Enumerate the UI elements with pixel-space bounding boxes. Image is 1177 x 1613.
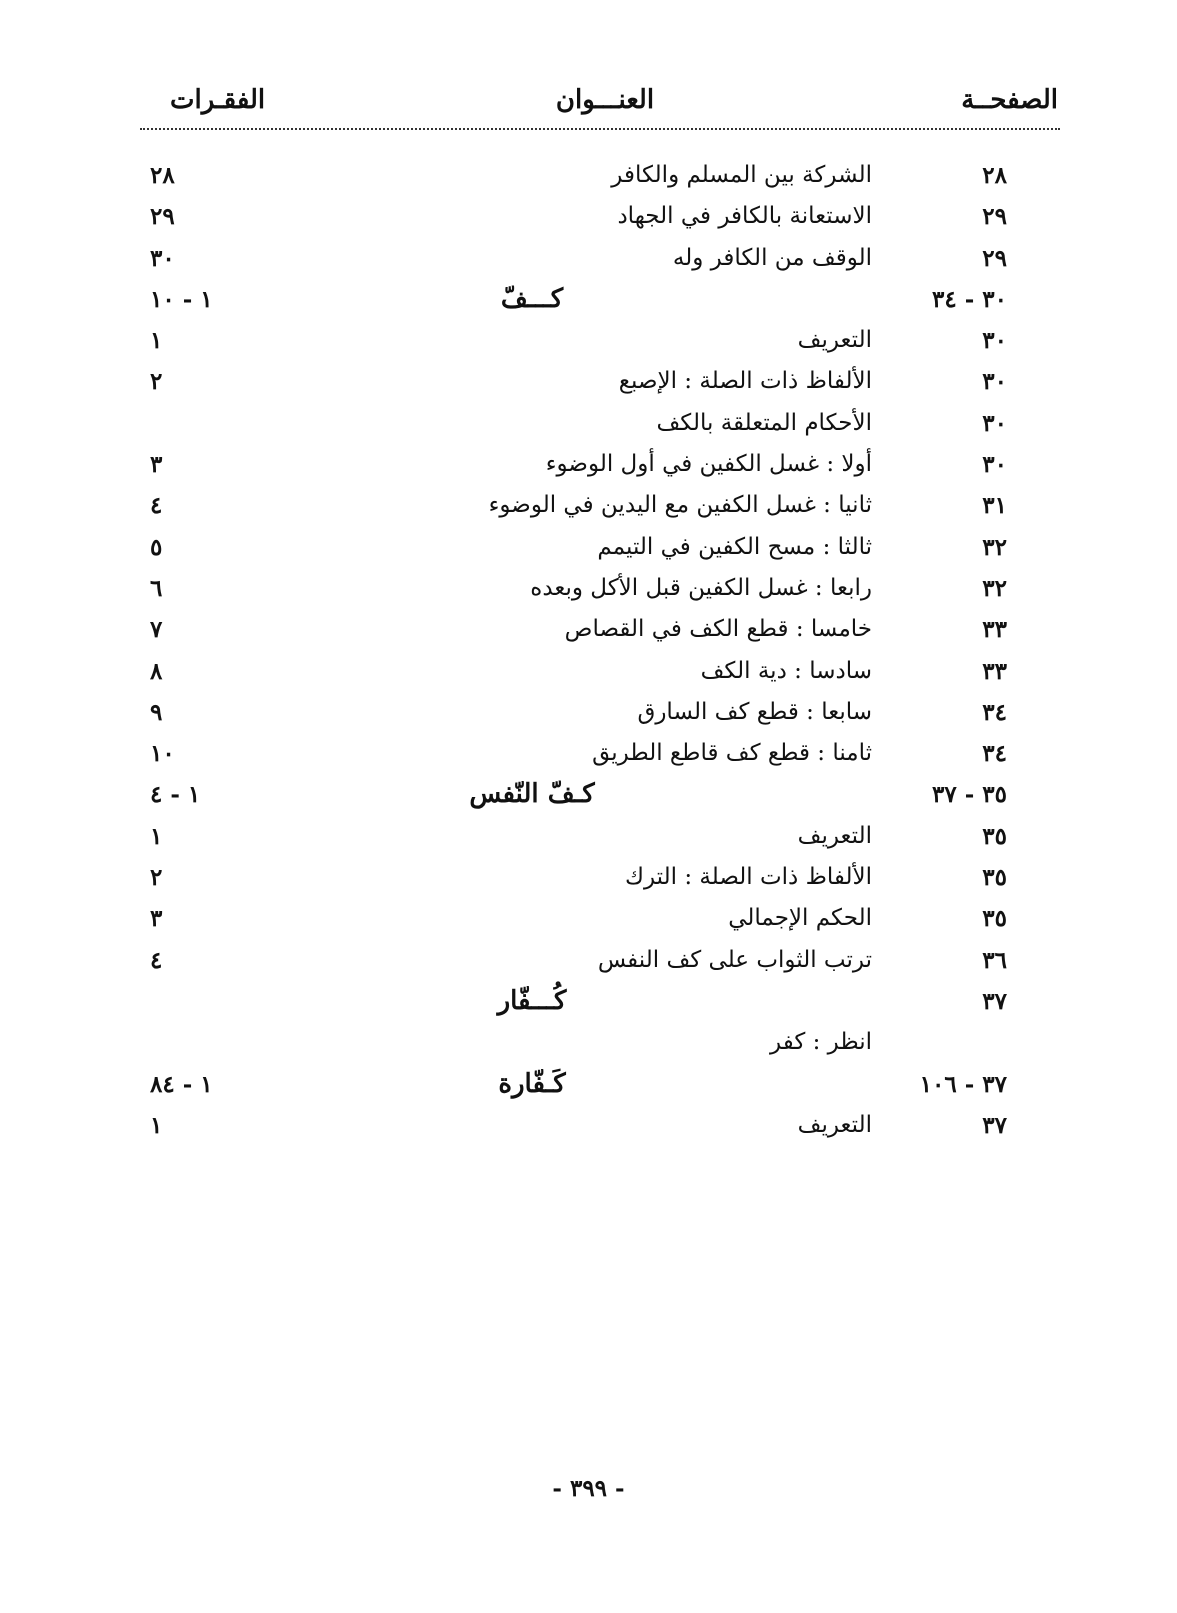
- entry-paragraphs: ٣٠: [150, 244, 175, 272]
- entry-page: ٣٥: [982, 864, 1007, 892]
- entry-title: الشركة بين المسلم والكافر: [611, 162, 872, 188]
- entry-title: الحكم الإجمالي: [728, 905, 872, 932]
- entry-heading: كـفّ النّفس: [469, 779, 595, 810]
- index-row: [0, 320, 1177, 361]
- index-row: [0, 361, 1177, 402]
- index-row: [0, 981, 1177, 1022]
- index-row: [0, 898, 1177, 939]
- entry-page: ٣٣: [982, 657, 1007, 685]
- entry-page: ٢٩: [982, 203, 1007, 231]
- index-row: [0, 485, 1177, 526]
- entry-title: التعريف: [797, 822, 872, 849]
- entry-heading: كُـــفّار: [497, 985, 567, 1016]
- entry-page: ٣٢: [982, 533, 1007, 561]
- entry-title: الأحكام المتعلقة بالكف: [656, 409, 872, 436]
- index-row: [0, 238, 1177, 279]
- entry-title: خامسا : قطع الكف في القصاص: [564, 616, 872, 643]
- entry-page: ٣٥: [982, 822, 1007, 850]
- entry-paragraphs: ١٠: [150, 740, 175, 768]
- entry-title: ثالثا : مسح الكفين في التيمم: [597, 533, 872, 560]
- entry-paragraphs: ٣: [150, 905, 163, 933]
- entry-page: ٢٩: [982, 244, 1007, 272]
- entry-paragraphs: ٧: [150, 616, 163, 644]
- entry-title: سادسا : دية الكف: [700, 657, 872, 684]
- index-row: [0, 774, 1177, 815]
- entry-page: ٣٤: [982, 740, 1007, 768]
- entry-page: ٣٠: [982, 451, 1007, 479]
- entry-page: ٣٠: [982, 409, 1007, 437]
- entry-page: ٣٠ - ٣٤: [932, 285, 1007, 313]
- entry-page: ٣٠: [982, 368, 1007, 396]
- index-row: [0, 155, 1177, 196]
- entry-paragraphs: ١: [150, 1111, 163, 1139]
- index-row: [0, 857, 1177, 898]
- entry-page: ٣٥ - ٣٧: [932, 781, 1007, 809]
- entry-paragraphs: ٣: [150, 451, 163, 479]
- entry-title: الوقف من الكافر وله: [672, 244, 872, 271]
- entry-page: ٣٥: [982, 905, 1007, 933]
- entry-page: ٣٠: [982, 327, 1007, 355]
- entry-page: ٣٢: [982, 574, 1007, 602]
- index-row: [0, 651, 1177, 692]
- entry-title: أولا : غسل الكفين في أول الوضوء: [545, 451, 872, 478]
- entry-title: ثانيا : غسل الكفين مع اليدين في الوضوء: [488, 492, 872, 519]
- entry-page: ٣٧: [982, 987, 1007, 1015]
- entry-paragraphs: ٢٩: [150, 203, 175, 231]
- index-row: [0, 527, 1177, 568]
- entry-page: ٣٣: [982, 616, 1007, 644]
- entry-paragraphs: ١ - ١٠: [150, 285, 213, 313]
- entry-title: ترتب الثواب على كف النفس: [597, 946, 872, 973]
- entry-title: سابعا : قطع كف السارق: [637, 698, 872, 725]
- entry-title: الألفاظ ذات الصلة : الترك: [625, 864, 872, 891]
- index-row: [0, 403, 1177, 444]
- page-column-heading: الصفحــة: [961, 85, 1058, 115]
- entry-paragraphs: ١: [150, 327, 163, 355]
- index-row: [0, 1064, 1177, 1105]
- entry-paragraphs: ٤: [150, 946, 163, 974]
- index-row: [0, 1105, 1177, 1146]
- entry-paragraphs: ٢: [150, 368, 163, 396]
- index-row: [0, 816, 1177, 857]
- index-row: [0, 196, 1177, 237]
- entry-title: ثامنا : قطع كف قاطع الطريق: [592, 740, 872, 767]
- entry-paragraphs: ٢٨: [150, 162, 175, 189]
- entry-paragraphs: ١ - ٤: [150, 781, 201, 809]
- entry-heading: كَـفّارة: [498, 1068, 566, 1099]
- entry-paragraphs: ٨: [150, 657, 163, 685]
- entry-paragraphs: ٤: [150, 492, 163, 520]
- paragraphs-column-heading: الفقـرات: [170, 85, 266, 115]
- entry-page: ٣٧: [982, 1111, 1007, 1139]
- index-row: [0, 609, 1177, 650]
- entry-paragraphs: ٩: [150, 698, 163, 726]
- title-column-heading: العنـــوان: [555, 85, 655, 115]
- entry-page: ٣٦: [982, 946, 1007, 974]
- index-row: [0, 444, 1177, 485]
- entry-page: ٢٨: [982, 162, 1007, 189]
- entry-paragraphs: ١: [150, 822, 163, 850]
- index-row: [0, 692, 1177, 733]
- entry-page: ٣٧ - ١٠٦: [919, 1070, 1007, 1098]
- entry-title: الألفاظ ذات الصلة : الإصبع: [618, 368, 872, 395]
- entry-paragraphs: ٥: [150, 533, 163, 561]
- entry-title: رابعا : غسل الكفين قبل الأكل وبعده: [530, 574, 872, 601]
- entry-title: التعريف: [797, 327, 872, 354]
- entry-heading: كـــفّ: [500, 283, 564, 314]
- index-entries: [0, 155, 1177, 1146]
- entry-paragraphs: ١ - ٨٤: [150, 1070, 213, 1098]
- page-number: - ٣٩٩ -: [552, 1475, 625, 1502]
- column-header: [140, 78, 1060, 130]
- entry-page: ٣٤: [982, 698, 1007, 726]
- index-row: [0, 568, 1177, 609]
- index-row: [0, 733, 1177, 774]
- index-row: [0, 1022, 1177, 1063]
- entry-paragraphs: ٢: [150, 864, 163, 892]
- entry-title: التعريف: [797, 1111, 872, 1138]
- index-row: [0, 279, 1177, 320]
- index-row: [0, 940, 1177, 981]
- entry-page: ٣١: [982, 492, 1007, 520]
- entry-paragraphs: ٦: [150, 574, 163, 602]
- entry-title: الاستعانة بالكافر في الجهاد: [617, 203, 872, 230]
- entry-title: انظر : كفر: [770, 1029, 872, 1056]
